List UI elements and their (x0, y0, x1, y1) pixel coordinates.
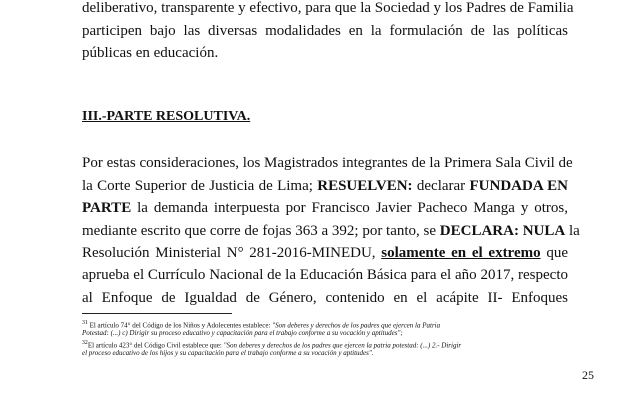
resolutive-line-6: aprueba el Currículo Nacional de la Educación Básica para el año 2017, respecto (82, 267, 568, 283)
footnote-31-line-1: $^{31}$ El artículo 74° del Código de los Niños y Adolecentes establece: "Son deberes y derechos de los padres que ejercen la Patria (82, 320, 441, 330)
page-number: 25 (582, 368, 594, 382)
footnote-separator (82, 313, 232, 314)
resolutive-line-7: al Enfoque de Igualdad de Género, contenido en el acápite II- Enfoques (82, 290, 568, 306)
footnote-32-line-2: el proceso educativo de los hijos y su capacitación para el trabajo conforme a su vocación y aptitudes". (82, 349, 374, 357)
footnote-31-line-2: Potestad: (...) c) Dirigir su proceso educativo y capacitación para el trabajo conforme a su vocación y aptitudes"; (82, 329, 403, 337)
footnote-32-line-1: $^{32}$El artículo 423° del Código Civil establece que: "Son deberes y derechos de los padres que ejercen la patria potestad: (...) 2.- Dirigir (82, 340, 462, 350)
intro-line-1: deliberativo, transparente y efectivo, para que la Sociedad y los Padres de Familia (82, 0, 574, 16)
intro-line-2: participen bajo las diversas modalidades en la formulación de las políticas (82, 23, 568, 39)
resolutive-line-2: la Corte Superior de Justicia de Lima; RESUELVEN: declarar FUNDADA EN (82, 178, 568, 194)
resolutive-line-3: PARTE la demanda interpuesta por Francisco Javier Pacheco Manga y otros, (82, 200, 568, 216)
resolutive-line-1: Por estas consideraciones, los Magistrados integrantes de la Primera Sala Civil de (82, 155, 573, 171)
section-heading: III.-PARTE RESOLUTIVA. (82, 109, 251, 124)
intro-line-3: públicas en educación. (82, 45, 219, 61)
resolutive-line-4: mediante escrito que corre de fojas 363 a 392; por tanto, se DECLARA: NULA la (82, 223, 580, 239)
resolutive-line-5: Resolución Ministerial N° 281-2016-MINEDU, solamente en el extremo que (82, 245, 568, 261)
